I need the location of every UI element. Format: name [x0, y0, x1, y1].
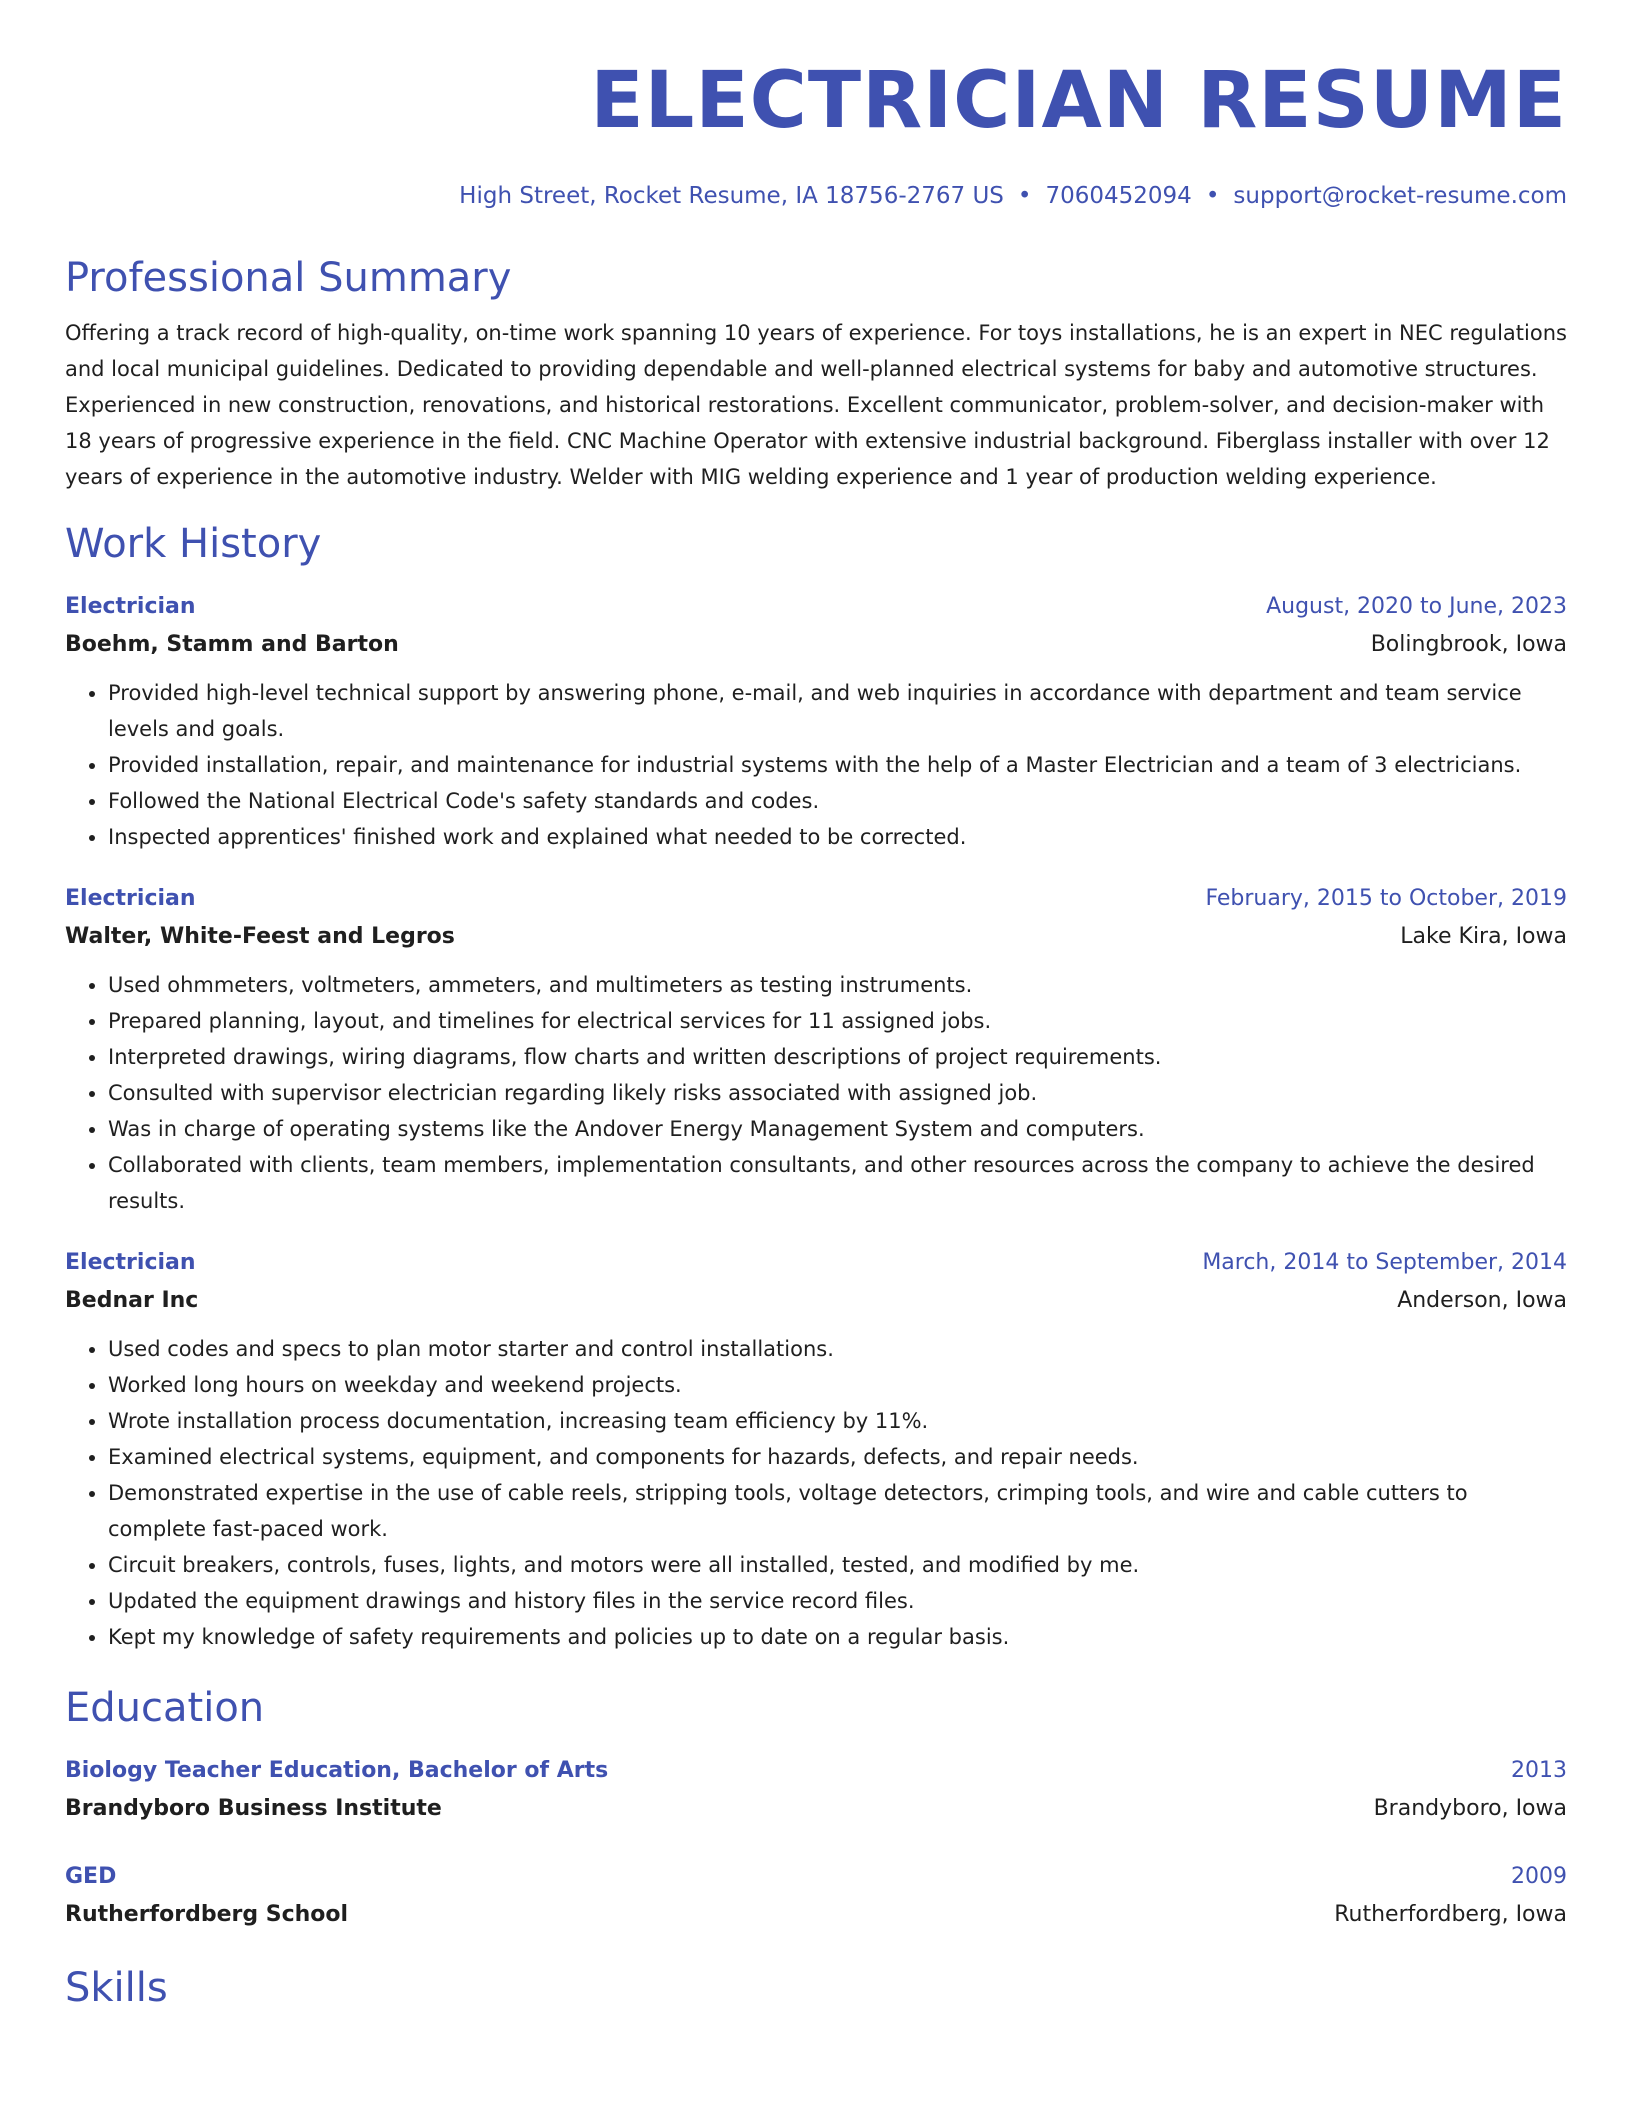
- contact-separator: •: [1205, 183, 1220, 209]
- contact-separator: •: [1017, 183, 1032, 209]
- job-bullet: • Used ohmmeters, voltmeters, ammeters, and multimeters as testing instruments.: [108, 967, 1567, 1003]
- job-role: Electrician: [65, 1250, 196, 1275]
- summary-text: Offering a track record of high-quality, on-time work spanning 10 years of experience. For toys installations, he is an expert in NEC regulations and local municipal guidelines. Dedicated to providing dependable and well-planned electrical systems for baby and automotive structures. Experienced in new construction, renovations, and historical restorations. Excellent communicator, problem-solver, and decision-maker with 18 years of progressive experience in the field. CNC Machine Operator with extensive industrial background. Fiberglass installer with over 12 years of experience in the automotive industry. Welder with MIG welding experience and 1 year of production welding experience.: [65, 321, 1567, 489]
- education-entry: [65, 1753, 1567, 1829]
- job-bullet: • Updated the equipment drawings and history files in the service record files.: [108, 1583, 1567, 1619]
- job-bullet: • Interpreted drawings, wiring diagrams, flow charts and written descriptions of project requirements.: [108, 1039, 1567, 1075]
- job-company: Walter, White-Feest and Legros: [65, 924, 455, 949]
- job-bullet: • Worked long hours on weekday and weekend projects.: [108, 1367, 1567, 1403]
- job-bullet: • Was in charge of operating systems like the Andover Energy Management System and computers.: [108, 1111, 1567, 1147]
- education-degree: GED: [65, 1864, 117, 1889]
- job-entry: [65, 589, 1567, 855]
- job-dates: February, 2015 to October, 2019: [1205, 886, 1567, 911]
- contact-email: support@rocket-resume.com: [1233, 183, 1567, 209]
- job-bullet: • Used codes and specs to plan motor starter and control installations.: [108, 1331, 1567, 1367]
- job-company: Bednar Inc: [65, 1288, 199, 1313]
- job-bullet: • Consulted with supervisor electrician regarding likely risks associated with assigned job.: [108, 1075, 1567, 1111]
- job-bullets: [65, 1331, 1567, 1655]
- job-company: Boehm, Stamm and Barton: [65, 632, 399, 657]
- education-degree: Biology Teacher Education, Bachelor of Arts: [65, 1758, 609, 1783]
- job-bullet: • Wrote installation process documentation, increasing team efficiency by 11%.: [108, 1403, 1567, 1439]
- job-location: Bolingbrook, Iowa: [1370, 632, 1567, 657]
- job-dates: August, 2020 to June, 2023: [1266, 594, 1567, 619]
- job-bullet: • Inspected apprentices' finished work and explained what needed to be corrected.: [108, 819, 1567, 855]
- education-heading: Education: [65, 1685, 265, 1731]
- job-bullet: • Collaborated with clients, team members, implementation consultants, and other resources across the company to achieve the desired results.: [108, 1147, 1567, 1219]
- job-bullets: [65, 675, 1567, 855]
- job-bullet: • Provided installation, repair, and maintenance for industrial systems with the help of a Master Electrician and a team of 3 electricians.: [108, 747, 1567, 783]
- job-bullet: • Circuit breakers, controls, fuses, lights, and motors were all installed, tested, and modified by me.: [108, 1547, 1567, 1583]
- education-school: Brandyboro Business Institute: [65, 1796, 442, 1821]
- contact-address: High Street, Rocket Resume, IA 18756-2767 US: [459, 183, 1004, 209]
- summary-heading: Professional Summary: [65, 255, 512, 301]
- job-bullet: • Demonstrated expertise in the use of cable reels, stripping tools, voltage detectors, crimping tools, and wire and cable cutters to complete fast-paced work.: [108, 1475, 1567, 1547]
- job-entry: [65, 1245, 1567, 1655]
- job-dates: March, 2014 to September, 2014: [1202, 1250, 1567, 1275]
- job-bullet: • Followed the National Electrical Code's safety standards and codes.: [108, 783, 1567, 819]
- job-location: Anderson, Iowa: [1397, 1288, 1567, 1313]
- education-year: 2009: [1511, 1864, 1567, 1889]
- resume-title: ELECTRICIAN RESUME: [590, 56, 1567, 146]
- job-bullet: • Provided high-level technical support by answering phone, e-mail, and web inquiries in accordance with department and team service levels and goals.: [108, 675, 1567, 747]
- contact-line: [65, 183, 1567, 213]
- job-bullet: • Kept my knowledge of safety requirements and policies up to date on a regular basis.: [108, 1619, 1567, 1655]
- education-location: Rutherfordberg, Iowa: [1334, 1902, 1567, 1927]
- work-history-heading: Work History: [65, 521, 322, 567]
- education-year: 2013: [1511, 1758, 1567, 1783]
- education-location: Brandyboro, Iowa: [1373, 1796, 1567, 1821]
- job-bullet: • Prepared planning, layout, and timelines for electrical services for 11 assigned jobs.: [108, 1003, 1567, 1039]
- job-bullets: [65, 967, 1567, 1219]
- contact-phone: 7060452094: [1045, 183, 1192, 209]
- job-role: Electrician: [65, 886, 196, 911]
- education-entry: [65, 1859, 1567, 1935]
- job-location: Lake Kira, Iowa: [1400, 924, 1567, 949]
- education-school: Rutherfordberg School: [65, 1902, 349, 1927]
- job-bullet: • Examined electrical systems, equipment, and components for hazards, defects, and repair needs.: [108, 1439, 1567, 1475]
- job-role: Electrician: [65, 594, 196, 619]
- skills-heading: Skills: [65, 1965, 168, 2011]
- job-entry: [65, 881, 1567, 1219]
